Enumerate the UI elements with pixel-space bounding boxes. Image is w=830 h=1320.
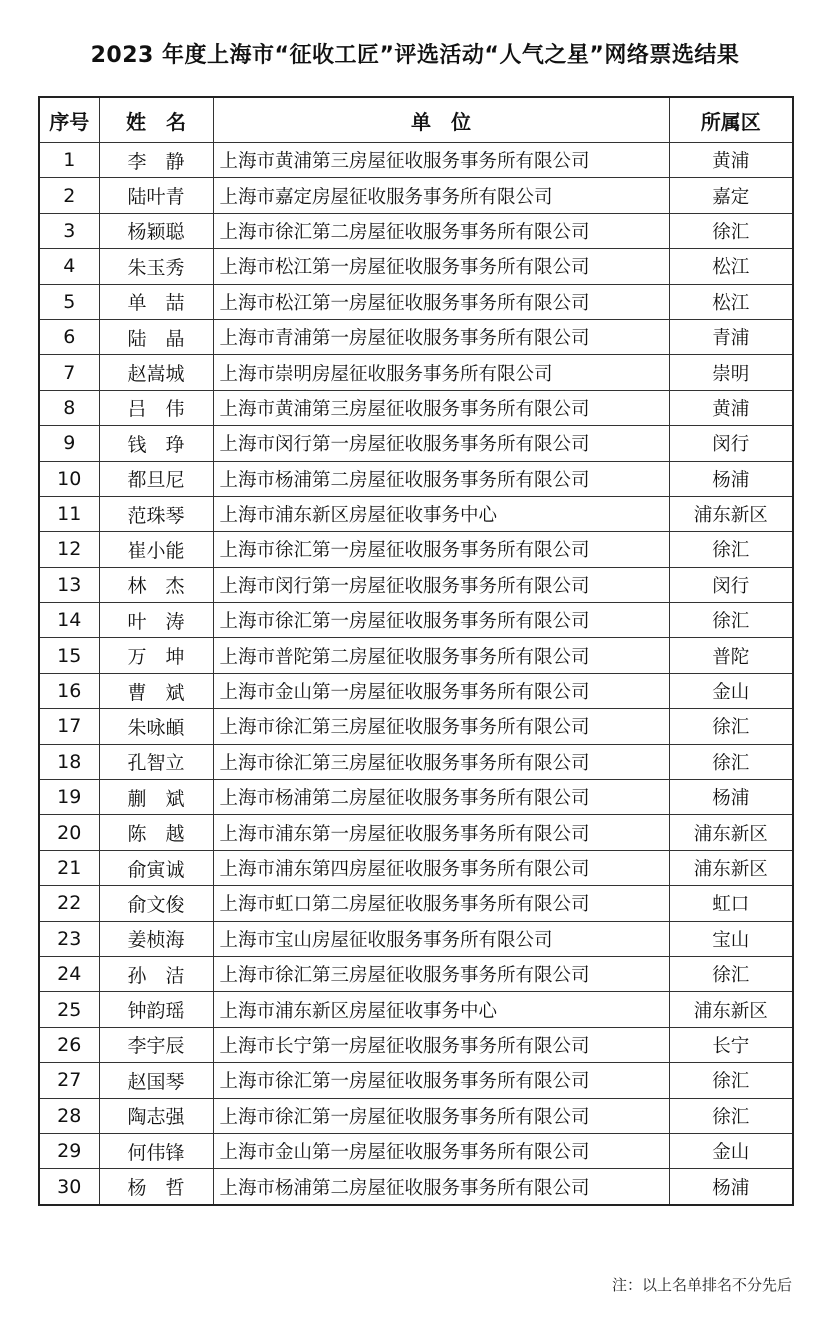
row-name-cell: 杨 哲 (99, 1169, 213, 1205)
row-no-cell: 10 (39, 461, 99, 496)
row-district-cell: 嘉定 (669, 178, 793, 213)
row-district-cell: 浦东新区 (669, 992, 793, 1027)
row-district-cell: 金山 (669, 673, 793, 708)
row-no-cell: 6 (39, 319, 99, 354)
row-unit-cell: 上海市杨浦第二房屋征收服务事务所有限公司 (213, 780, 669, 815)
row-no-cell: 19 (39, 780, 99, 815)
row-unit-cell: 上海市浦东第四房屋征收服务事务所有限公司 (213, 850, 669, 885)
row-district-cell: 浦东新区 (669, 815, 793, 850)
row-name-cell: 赵嵩城 (99, 355, 213, 390)
row-unit-cell: 上海市徐汇第一房屋征收服务事务所有限公司 (213, 532, 669, 567)
row-district-cell: 徐汇 (669, 603, 793, 638)
row-unit-cell: 上海市徐汇第一房屋征收服务事务所有限公司 (213, 1098, 669, 1133)
row-name-cell: 林 杰 (99, 567, 213, 602)
row-no-cell: 27 (39, 1063, 99, 1098)
row-district-cell: 杨浦 (669, 780, 793, 815)
row-unit-cell: 上海市徐汇第三房屋征收服务事务所有限公司 (213, 744, 669, 779)
row-district-cell: 闵行 (669, 426, 793, 461)
row-unit-cell: 上海市徐汇第三房屋征收服务事务所有限公司 (213, 956, 669, 991)
row-unit-cell: 上海市普陀第二房屋征收服务事务所有限公司 (213, 638, 669, 673)
table-row (39, 143, 793, 178)
table-row (39, 1133, 793, 1168)
row-unit-cell: 上海市徐汇第二房屋征收服务事务所有限公司 (213, 213, 669, 248)
row-name-cell: 孙 洁 (99, 956, 213, 991)
header-no: 序号 (39, 97, 99, 143)
row-unit-cell: 上海市松江第一房屋征收服务事务所有限公司 (213, 284, 669, 319)
footnote: 注：以上名单排名不分先后 (611, 1276, 792, 1294)
row-unit-cell: 上海市杨浦第二房屋征收服务事务所有限公司 (213, 461, 669, 496)
row-name-cell: 俞文俊 (99, 886, 213, 921)
row-name-cell: 杨颖聪 (99, 213, 213, 248)
table-row (39, 992, 793, 1027)
row-no-cell: 23 (39, 921, 99, 956)
row-no-cell: 15 (39, 638, 99, 673)
row-unit-cell: 上海市黄浦第三房屋征收服务事务所有限公司 (213, 143, 669, 178)
row-no-cell: 25 (39, 992, 99, 1027)
row-district-cell: 杨浦 (669, 1169, 793, 1205)
row-unit-cell: 上海市闵行第一房屋征收服务事务所有限公司 (213, 426, 669, 461)
row-district-cell: 徐汇 (669, 213, 793, 248)
row-unit-cell: 上海市青浦第一房屋征收服务事务所有限公司 (213, 319, 669, 354)
table-row (39, 850, 793, 885)
row-district-cell: 金山 (669, 1133, 793, 1168)
row-name-cell: 陆 晶 (99, 319, 213, 354)
row-no-cell: 12 (39, 532, 99, 567)
row-district-cell: 长宁 (669, 1027, 793, 1062)
row-no-cell: 1 (39, 143, 99, 178)
row-name-cell: 何伟锋 (99, 1133, 213, 1168)
row-no-cell: 17 (39, 709, 99, 744)
table-row (39, 213, 793, 248)
row-unit-cell: 上海市崇明房屋征收服务事务所有限公司 (213, 355, 669, 390)
row-unit-cell: 上海市金山第一房屋征收服务事务所有限公司 (213, 673, 669, 708)
header-name: 姓 名 (99, 97, 213, 143)
table-row (39, 284, 793, 319)
row-unit-cell: 上海市闵行第一房屋征收服务事务所有限公司 (213, 567, 669, 602)
header-district: 所属区 (669, 97, 793, 143)
row-name-cell: 陆叶青 (99, 178, 213, 213)
row-no-cell: 9 (39, 426, 99, 461)
row-name-cell: 崔小能 (99, 532, 213, 567)
row-district-cell: 松江 (669, 284, 793, 319)
table-row (39, 815, 793, 850)
row-no-cell: 20 (39, 815, 99, 850)
row-unit-cell: 上海市杨浦第二房屋征收服务事务所有限公司 (213, 1169, 669, 1205)
row-no-cell: 7 (39, 355, 99, 390)
row-district-cell: 浦东新区 (669, 850, 793, 885)
row-district-cell: 松江 (669, 249, 793, 284)
row-district-cell: 黄浦 (669, 143, 793, 178)
header-unit: 单 位 (213, 97, 669, 143)
row-name-cell: 单 喆 (99, 284, 213, 319)
row-no-cell: 26 (39, 1027, 99, 1062)
row-no-cell: 2 (39, 178, 99, 213)
row-name-cell: 吕 伟 (99, 390, 213, 425)
row-no-cell: 13 (39, 567, 99, 602)
row-no-cell: 3 (39, 213, 99, 248)
row-district-cell: 浦东新区 (669, 496, 793, 531)
table-row (39, 319, 793, 354)
row-no-cell: 29 (39, 1133, 99, 1168)
table-row (39, 1098, 793, 1133)
row-unit-cell: 上海市长宁第一房屋征收服务事务所有限公司 (213, 1027, 669, 1062)
table-row (39, 603, 793, 638)
row-name-cell: 朱玉秀 (99, 249, 213, 284)
row-no-cell: 8 (39, 390, 99, 425)
row-no-cell: 14 (39, 603, 99, 638)
row-unit-cell: 上海市宝山房屋征收服务事务所有限公司 (213, 921, 669, 956)
table-row (39, 426, 793, 461)
row-no-cell: 16 (39, 673, 99, 708)
table-row (39, 390, 793, 425)
row-name-cell: 曹 斌 (99, 673, 213, 708)
row-no-cell: 18 (39, 744, 99, 779)
table-row (39, 1027, 793, 1062)
table-row (39, 956, 793, 991)
results-table (38, 96, 794, 1206)
row-district-cell: 崇明 (669, 355, 793, 390)
table-row (39, 1169, 793, 1205)
table-row (39, 638, 793, 673)
table-row (39, 567, 793, 602)
row-name-cell: 万 坤 (99, 638, 213, 673)
row-unit-cell: 上海市虹口第二房屋征收服务事务所有限公司 (213, 886, 669, 921)
row-district-cell: 闵行 (669, 567, 793, 602)
row-name-cell: 叶 涛 (99, 603, 213, 638)
row-name-cell: 俞寅诚 (99, 850, 213, 885)
table-row (39, 1063, 793, 1098)
row-unit-cell: 上海市徐汇第三房屋征收服务事务所有限公司 (213, 709, 669, 744)
row-district-cell: 杨浦 (669, 461, 793, 496)
row-name-cell: 姜桢海 (99, 921, 213, 956)
row-district-cell: 徐汇 (669, 532, 793, 567)
row-name-cell: 朱咏頔 (99, 709, 213, 744)
row-unit-cell: 上海市松江第一房屋征收服务事务所有限公司 (213, 249, 669, 284)
table-row (39, 886, 793, 921)
table-row (39, 461, 793, 496)
row-no-cell: 22 (39, 886, 99, 921)
row-no-cell: 21 (39, 850, 99, 885)
table-row (39, 496, 793, 531)
table-body (39, 143, 793, 1205)
document-title: 2023 年度上海市“征收工匠”评选活动“人气之星”网络票选结果 (90, 43, 740, 68)
row-unit-cell: 上海市徐汇第一房屋征收服务事务所有限公司 (213, 1063, 669, 1098)
table-row (39, 249, 793, 284)
row-name-cell: 孔智立 (99, 744, 213, 779)
row-district-cell: 徐汇 (669, 1098, 793, 1133)
table-row (39, 744, 793, 779)
row-district-cell: 普陀 (669, 638, 793, 673)
row-district-cell: 虹口 (669, 886, 793, 921)
row-unit-cell: 上海市浦东新区房屋征收事务中心 (213, 496, 669, 531)
row-name-cell: 李宇辰 (99, 1027, 213, 1062)
row-name-cell: 钱 琤 (99, 426, 213, 461)
row-unit-cell: 上海市嘉定房屋征收服务事务所有限公司 (213, 178, 669, 213)
table-header-row (39, 97, 793, 143)
row-name-cell: 赵国琴 (99, 1063, 213, 1098)
row-name-cell: 李 静 (99, 143, 213, 178)
row-name-cell: 蒯 斌 (99, 780, 213, 815)
row-no-cell: 4 (39, 249, 99, 284)
table-row (39, 921, 793, 956)
row-no-cell: 24 (39, 956, 99, 991)
row-unit-cell: 上海市黄浦第三房屋征收服务事务所有限公司 (213, 390, 669, 425)
row-district-cell: 黄浦 (669, 390, 793, 425)
row-name-cell: 陶志强 (99, 1098, 213, 1133)
row-district-cell: 宝山 (669, 921, 793, 956)
table-row (39, 673, 793, 708)
row-district-cell: 徐汇 (669, 744, 793, 779)
row-name-cell: 钟韵瑶 (99, 992, 213, 1027)
row-no-cell: 30 (39, 1169, 99, 1205)
row-district-cell: 徐汇 (669, 956, 793, 991)
table-row (39, 355, 793, 390)
row-unit-cell: 上海市金山第一房屋征收服务事务所有限公司 (213, 1133, 669, 1168)
row-unit-cell: 上海市浦东新区房屋征收事务中心 (213, 992, 669, 1027)
row-district-cell: 青浦 (669, 319, 793, 354)
table-row (39, 532, 793, 567)
row-district-cell: 徐汇 (669, 709, 793, 744)
row-no-cell: 11 (39, 496, 99, 531)
row-no-cell: 5 (39, 284, 99, 319)
row-name-cell: 都旦尼 (99, 461, 213, 496)
row-name-cell: 范珠琴 (99, 496, 213, 531)
row-name-cell: 陈 越 (99, 815, 213, 850)
row-district-cell: 徐汇 (669, 1063, 793, 1098)
row-no-cell: 28 (39, 1098, 99, 1133)
table-row (39, 709, 793, 744)
table-row (39, 178, 793, 213)
row-unit-cell: 上海市徐汇第一房屋征收服务事务所有限公司 (213, 603, 669, 638)
row-unit-cell: 上海市浦东第一房屋征收服务事务所有限公司 (213, 815, 669, 850)
table-row (39, 780, 793, 815)
